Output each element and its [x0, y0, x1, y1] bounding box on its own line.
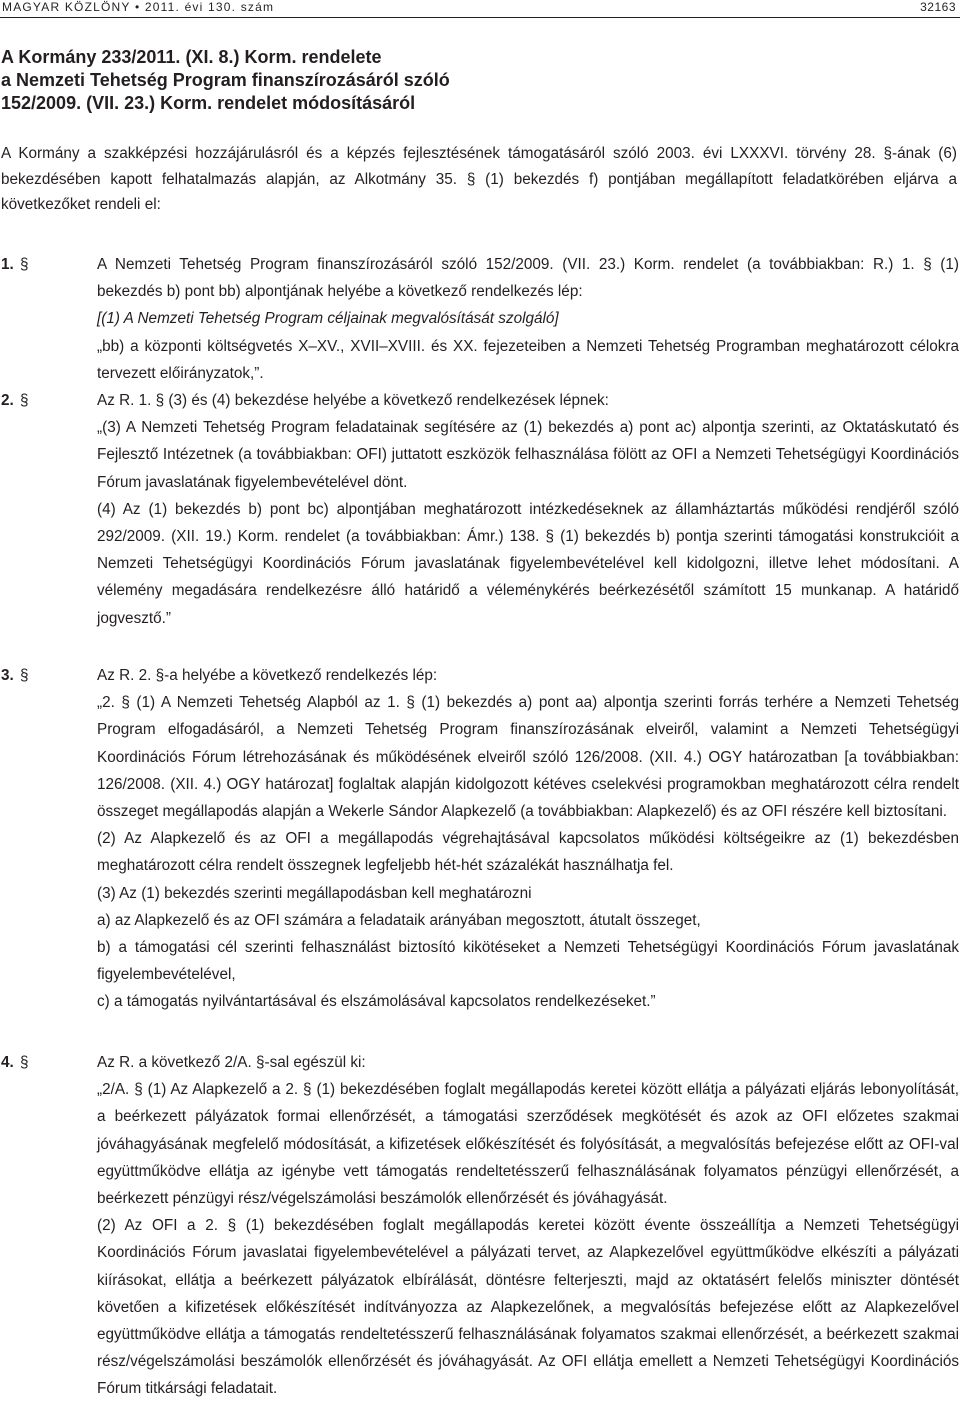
section-paragraph: „2. § (1) A Nemzeti Tehetség Alapból az 1. § (1) bekezdés a) pont aa) alpontja szerinti forrás terhére a Nemzeti Tehetség Program elfogadásáról, a Nemzeti Tehetség Program finanszírozásának elveiről, valamint a Nemzeti Tehetségügyi Koordinációs Fórum létrehozásának és működésének elveiről szóló 126/2008. (XII. 4.) OGY határozatban [a továbbiakban: 126/2008. (XII. 4.) OGY határozat] foglaltak alapján kidolgozott kétéves cselekvési programokban meghatározott célra rendelt összeget megállapodás alapján a Wekerle Sándor Alapkezelő (a továbbiakban: Alapkezelő) és az OFI részére kell biztosítani.: [97, 694, 959, 821]
title-line-3: 152/2009. (VII. 23.) Korm. rendelet módosításáról: [1, 93, 416, 113]
section-lead: Az R. 1. § (3) és (4) bekezdése helyébe a következő rendelkezések lépnek:: [97, 392, 609, 409]
section-paragraph: (2) Az Alapkezelő és az OFI a megállapodás végrehajtásával kapcsolatos működési költségeikre az (1) bekezdésben meghatározott célra rendelt összegnek legfeljebb hét-hét százalékát használhatja fel.: [97, 830, 959, 875]
section-paragraph: a) az Alapkezelő és az OFI számára a feladataik arányában megosztott, átutalt összeget,: [97, 911, 701, 929]
header-rule: [0, 17, 960, 18]
header-journal-info: [2, 0, 274, 14]
section-paragraph: „(3) A Nemzeti Tehetség Program feladatainak segítésére az (1) bekezdés a) pont ac) alpontja szerinti, az Oktatáskutató és Fejlesztő Intézetnek (a továbbiakban: OFI) juttatott eszközök felhasználása fölött az OFI a Nemzeti Tehetségügyi Koordinációs Fórum javaslatának figyelembevételével dönt.: [97, 419, 959, 491]
section-lead: Az R. a következő 2/A. §-sal egészül ki:: [97, 1054, 366, 1071]
section-body: [97, 387, 959, 632]
section-symbol: §: [20, 256, 29, 273]
issue-info: 2011. évi 130. szám: [144, 0, 275, 14]
section-number: 2.: [1, 392, 14, 409]
title-line-2: a Nemzeti Tehetség Program finanszírozásáról szóló: [1, 70, 450, 90]
decree-title: [1, 46, 921, 115]
page-header: [0, 0, 960, 14]
section-paragraph: (4) Az (1) bekezdés b) pont bc) alpontjában meghatározott intézkedéseknek az államháztartás működési rendjéről szóló 292/2009. (XII. 19.) Korm. rendelet (a továbbiakban: Ámr.) 138. § (1) bekezdés b) pontja szerinti támogatási konstrukcióit a Nemzeti Tehetségügyi Koordinációs Fórum javaslatának figyelembevételével kell kidolgozni, illetve lehet módosítani. A vélemény megadására rendelkezésre álló határidő a véleménykérés beérkezésétől számított 15 munkanap. A határidő jogvesztő.”: [97, 500, 959, 627]
section-body: [97, 1049, 959, 1403]
section-paragraph: (2) Az OFI a 2. § (1) bekezdésében foglalt megállapodás keretei között évente összeállítja a Nemzeti Tehetségügyi Koordinációs Fórum javaslatai figyelembevételével a pályázati tervet, az Alapkezelővel együttműködve elkészíti a pályázati kiírásokat, ellátja a beérkezett pályázatok elbírálását, döntésre felterjeszti, majd az oktatásért felelős miniszter döntését követően a kifizetések előkészítését indítványozza az Alapkezelőnek, a megvalósítás befejezése előtt az Alapkezelővel együttműködve ellátja a támogatás rendeltetésszerű felhasználásának folyamatos szakmai ellenőrzését, a beérkezett szakmai rész/végelszámolási beszámolók ellenőrzését és jóváhagyását. Az OFI ellátja emellett a Nemzeti Tehetségügyi Koordinációs Fórum titkársági feladatait.: [97, 1217, 959, 1398]
section-paragraph: c) a támogatás nyilvántartásával és elszámolásával kapcsolatos rendelkezéseket.”: [97, 993, 656, 1011]
section-number: 4.: [1, 1054, 14, 1071]
preamble: A Kormány a szakképzési hozzájárulásról és a képzés fejlesztésének támogatásáról szóló 2003. évi LXXXVI. törvény 28. §-ának (6) bekezdésében kapott felhatalmazás alapján, az Alkotmány 35. § (1) bekezdés f) pontjában megállapított feladatkörében eljárva a következőket rendeli el:: [1, 145, 957, 213]
page-number: 32163: [920, 0, 956, 14]
section-symbol: §: [20, 1054, 29, 1071]
section-body: [97, 251, 959, 387]
section-lead: A Nemzeti Tehetség Program finanszírozásáról szóló 152/2009. (VII. 23.) Korm. rendelet (a továbbiakban: R.) 1. § (1) bekezdés b) pont bb) alpontjának helyébe a következő rendelkezés lép:: [97, 256, 959, 301]
section-paragraph: „bb) a központi költségvetés X–XV., XVII–XVIII. és XX. fejezeteiben a Nemzeti Tehetség Programban meghatározott célokra tervezett előirányzatok,”.: [97, 337, 959, 382]
section-body: [97, 662, 959, 1016]
section-paragraph: „2/A. § (1) Az Alapkezelő a 2. § (1) bekezdésében foglalt megállapodás keretei között ellátja a pályázati eljárás lebonyolítását, a beérkezett pályázatok formai ellenőrzését, a támogatási szerződések megkötését és azok az OFI előzetes szakmai jóváhagyásának megfelelő módosítását, a kifizetések előkészítését és folyósítását, a megvalósítás befejezése előtt az OFI-val együttműködve ellátja az igénybe vett támogatás rendeltetésszerű felhasználásának folyamatos pénzügyi ellenőrzését, a beérkezett pénzügyi rész/végelszámolási beszámolók ellenőrzését és jóváhagyását.: [97, 1081, 959, 1208]
journal-name: MAGYAR KÖZLÖNY: [2, 0, 131, 14]
section-number: 3.: [1, 667, 14, 684]
section-paragraph: (3) Az (1) bekezdés szerinti megállapodásban kell meghatározni: [97, 884, 532, 902]
section-symbol: §: [20, 667, 29, 684]
section-symbol: §: [20, 392, 29, 409]
section-lead: Az R. 2. §-a helyébe a következő rendelkezés lép:: [97, 667, 438, 684]
section-italic-context: [(1) A Nemzeti Tehetség Program céljainak megvalósítását szolgáló]: [97, 310, 559, 328]
section-number: 1.: [1, 256, 14, 273]
section-paragraph: b) a támogatási cél szerinti felhasználást biztosító kikötéseket a Nemzeti Tehetségügyi Koordinációs Fórum javaslatának figyelembevételével,: [97, 939, 959, 984]
header-bullet: •: [134, 0, 141, 14]
title-line-1: A Kormány 233/2011. (XI. 8.) Korm. rendelete: [1, 47, 382, 67]
